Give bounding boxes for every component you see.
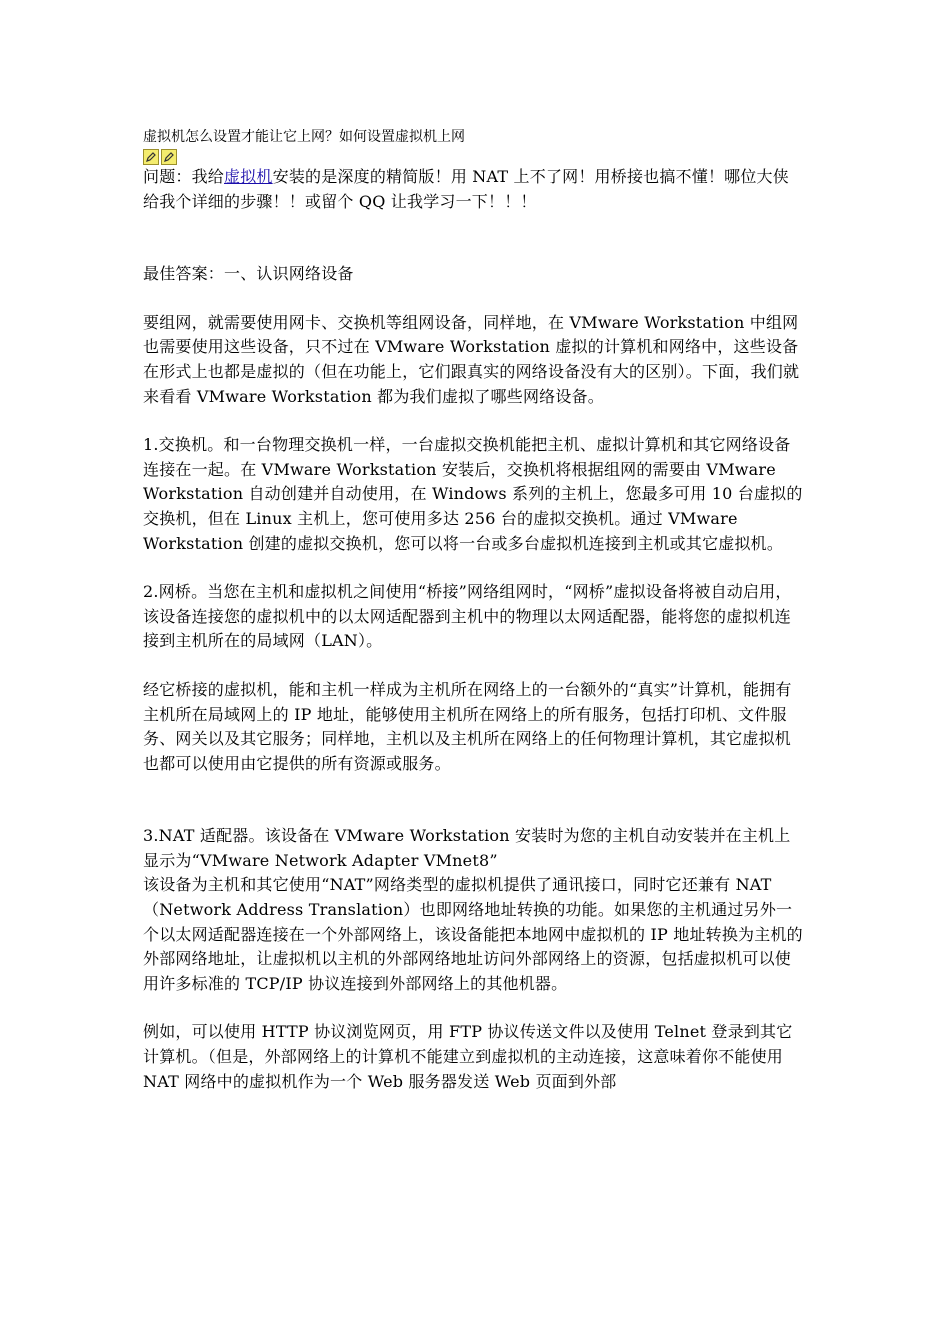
edit-icon[interactable]	[161, 149, 177, 165]
edit-icon[interactable]	[143, 149, 159, 165]
toolbar-icons	[143, 149, 805, 165]
paragraph-intro: 要组网，就需要使用网卡、交换机等组网设备，同样地，在 VMware Workstation 中组网也需要使用这些设备，只不过在 VMware Workstation 虚拟的计算机和网络中，这些设备在形式上也都是虚拟的（但在功能上，它们跟真实的网络设备没有大的区别）。下面，我们就来看看 VMware Workstation 都为我们虚拟了哪些网络设备。	[143, 312, 800, 406]
question-prefix: 问题：我给	[143, 167, 225, 186]
paragraph-bridge: 2.网桥。当您在主机和虚拟机之间使用“桥接”网络组网时，“网桥”虚拟设备将被自动启用，该设备连接您的虚拟机中的以太网适配器到主机中的物理以太网适配器，能将您的虚拟机连接到主机所在的局域网（LAN）。	[143, 582, 792, 651]
document-page	[143, 127, 805, 1094]
paragraph-nat-adapter: 3.NAT 适配器。该设备在 VMware Workstation 安装时为您的主机自动安装并在主机上显示为“VMware Network Adapter VMnet8”	[143, 826, 791, 870]
paragraph-bridged-vm: 经它桥接的虚拟机，能和主机一样成为主机所在网络上的一台额外的“真实”计算机，能拥有主机所在局域网上的 IP 地址，能够使用主机所在网络上的所有服务，包括打印机、文件服务、网关以及其它服务；同样地，主机以及主机所在网络上的任何物理计算机，其它虚拟机也都可以使用由它提供的所有资源或服务。	[143, 679, 792, 773]
paragraph-example: 例如，可以使用 HTTP 协议浏览网页，用 FTP 协议传送文件以及使用 Telnet 登录到其它计算机。（但是，外部网络上的计算机不能建立到虚拟机的主动连接，这意味着你不能使用 NAT 网络中的虚拟机作为一个 Web 服务器发送 Web 页面到外部	[143, 1022, 793, 1091]
paragraph-switch: 1.交换机。和一台物理交换机一样，一台虚拟交换机能把主机、虚拟计算机和其它网络设备连接在一起。在 VMware Workstation 安装后，交换机将根据组网的需要由 VMware Workstation 自动创建并自动使用，在 Windows 系列的主机上，您最多可用 10 台虚拟的交换机，但在 Linux 主机上，您可使用多达 256 台的虚拟交换机。通过 VMware Workstation 创建的虚拟交换机，您可以将一台或多台虚拟机连接到主机或其它虚拟机。	[143, 435, 803, 553]
question-rest: 安装的是深度的精简版！用 NAT 上不了网！用桥接也搞不懂！哪位大侠给我个详细的步骤！！或留个 QQ 让我学习一下！！！	[143, 167, 789, 211]
answer-heading: 最佳答案：一、认识网络设备	[143, 264, 354, 284]
document-title: 虚拟机怎么设置才能让它上网？如何设置虚拟机上网	[143, 129, 465, 145]
question-paragraph	[143, 165, 805, 214]
paragraph-nat-detail: 该设备为主机和其它使用“NAT”网络类型的虚拟机提供了通讯接口，同时它还兼有 NAT（Network Address Translation）也即网络地址转换的功能。如果您的主机通过另外一个以太网适配器连接在一个外部网络上，该设备能把本地网中虚拟机的 IP 地址转换为主机的外部网络地址，让虚拟机以主机的外部网络地址访问外部网络上的资源，包括虚拟机可以使用许多标准的 TCP/IP 协议连接到外部网络上的其他机器。	[143, 875, 803, 993]
virtual-machine-link[interactable]: 虚拟机	[224, 167, 273, 186]
